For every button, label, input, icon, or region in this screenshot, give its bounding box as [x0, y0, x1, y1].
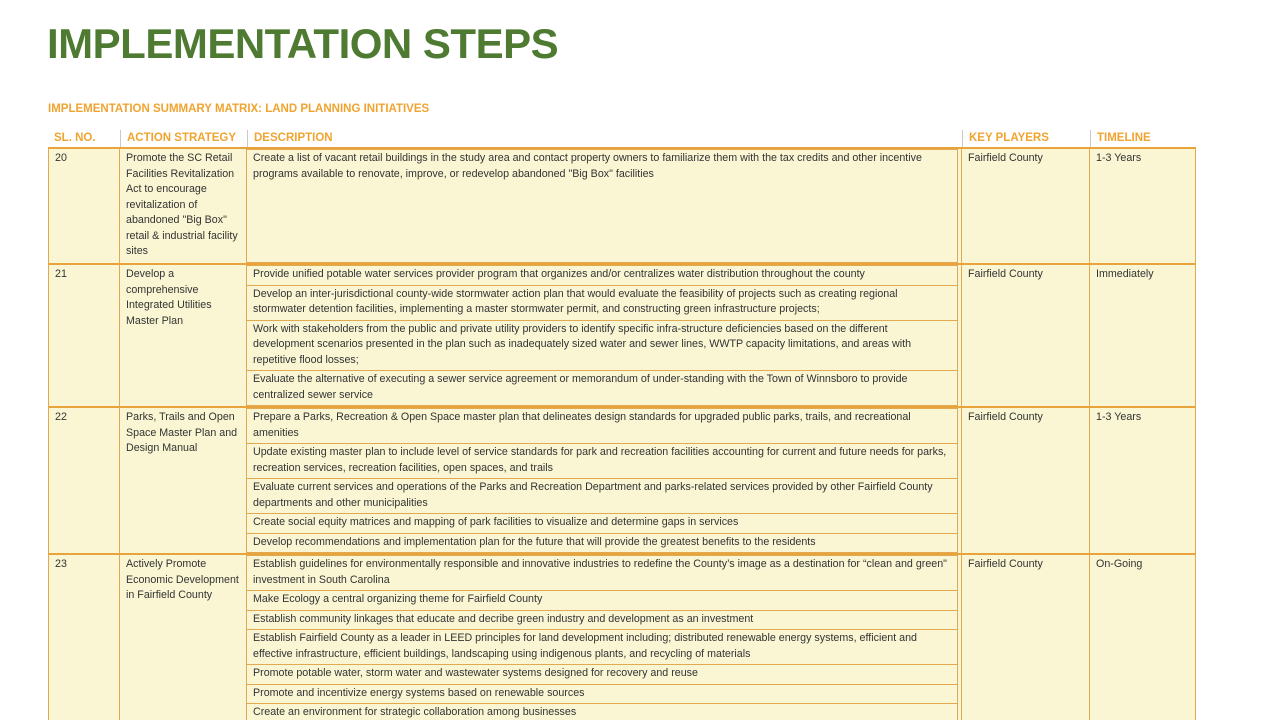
col-header-description: DESCRIPTION	[247, 130, 962, 147]
description-item: Develop recommendations and implementation plan for the future that will provide the greatest benefits to the residents	[247, 533, 958, 554]
cell-key-players: Fairfield County	[962, 408, 1090, 553]
table-row	[49, 265, 1195, 408]
description-item: Develop an inter-jurisdictional county-wide stormwater action plan that would evaluate the feasibility of projects such as creating regional stormwater detention facilities, implementing a master stormwater permit, and constructing green infrastructure projects;	[247, 285, 958, 321]
description-item: Promote and incentivize energy systems based on renewable sources	[247, 684, 958, 705]
description-item: Work with stakeholders from the public and private utility providers to identify specific infra-structure deficiencies based on the different development scenarios presented in the plan such as inadequately sized water and sewer lines, WWTP capacity limitations, and areas with repetitive flood losses;	[247, 320, 958, 372]
description-item: Create social equity matrices and mapping of park facilities to visualize and determine gaps in services	[247, 513, 958, 534]
implementation-matrix-table	[48, 130, 1196, 720]
cell-description	[247, 555, 962, 720]
cell-sl-no: 22	[49, 408, 120, 553]
table-caption: IMPLEMENTATION SUMMARY MATRIX: LAND PLANNING INITIATIVES	[48, 103, 430, 115]
cell-action-strategy: Promote the SC Retail Facilities Revitalization Act to encourage revitalization of abandoned "Big Box" retail & industrial facility sites	[120, 149, 247, 263]
description-item: Establish Fairfield County as a leader in LEED principles for land development including; distributed renewable energy systems, efficient and effective infrastructure, efficient buildings, landscaping using indigenous plants, and recycling of materials	[247, 629, 958, 665]
col-header-action-strategy: ACTION STRATEGY	[120, 130, 247, 147]
cell-sl-no: 21	[49, 265, 120, 406]
cell-timeline: 1-3 Years	[1096, 411, 1142, 423]
page-title: IMPLEMENTATION STEPS	[47, 20, 559, 67]
cell-timeline: On-Going	[1096, 558, 1143, 570]
cell-sl-no: 23	[49, 555, 120, 720]
cell-key-players: Fairfield County	[962, 149, 1090, 263]
col-header-sl-no: SL. NO.	[54, 132, 96, 144]
table-row	[49, 149, 1195, 265]
cell-sl-no: 20	[49, 149, 120, 263]
description-item: Evaluate current services and operations of the Parks and Recreation Department and parks-related services provided by other Fairfield County departments and other municipalities	[247, 478, 958, 514]
cell-description	[247, 149, 962, 263]
description-item: Create an environment for strategic collaboration among businesses	[247, 703, 958, 720]
description-item: Provide unified potable water services provider program that organizes and/or centralizes water distribution throughout the county	[247, 265, 958, 286]
cell-description	[247, 408, 962, 553]
table-header-row	[48, 130, 1196, 149]
table-row	[49, 555, 1195, 720]
description-item: Prepare a Parks, Recreation & Open Space master plan that delineates design standards for upgraded public parks, trails, and recreational amenities	[247, 408, 958, 444]
cell-key-players: Fairfield County	[962, 555, 1090, 720]
description-item: Create a list of vacant retail buildings in the study area and contact property owners to familiarize them with the tax credits and other incentive programs available to renovate, improve, or redevelop abandoned "Big Box" facilities	[247, 149, 958, 263]
table-row	[49, 408, 1195, 555]
description-item: Make Ecology a central organizing theme for Fairfield County	[247, 590, 958, 611]
cell-action-strategy: Actively Promote Economic Development in Fairfield County	[120, 555, 247, 720]
table-body	[48, 149, 1196, 720]
description-item: Establish community linkages that educate and decribe green industry and development as an investment	[247, 610, 958, 631]
cell-description	[247, 265, 962, 406]
cell-action-strategy: Develop a comprehensive Integrated Utilities Master Plan	[120, 265, 247, 406]
cell-timeline: 1-3 Years	[1096, 152, 1142, 164]
cell-timeline: Immediately	[1096, 268, 1154, 280]
cell-key-players: Fairfield County	[962, 265, 1090, 406]
col-header-key-players: KEY PLAYERS	[962, 130, 1090, 147]
description-item: Establish guidelines for environmentally responsible and innovative industries to redefine the County’s image as a destination for “clean and green" investment in South Carolina	[247, 555, 958, 591]
description-item: Evaluate the alternative of executing a sewer service agreement or memorandum of under-standing with the Town of Winnsboro to provide centralized sewer service	[247, 370, 958, 406]
col-header-timeline: TIMELINE	[1090, 130, 1196, 147]
description-item: Promote potable water, storm water and wastewater systems designed for recovery and reuse	[247, 664, 958, 685]
description-item: Update existing master plan to include level of service standards for park and recreation facilities accounting for current and future needs for parks, recreation services, recreation facilities, open spaces, and trails	[247, 443, 958, 479]
cell-action-strategy: Parks, Trails and Open Space Master Plan and Design Manual	[120, 408, 247, 553]
